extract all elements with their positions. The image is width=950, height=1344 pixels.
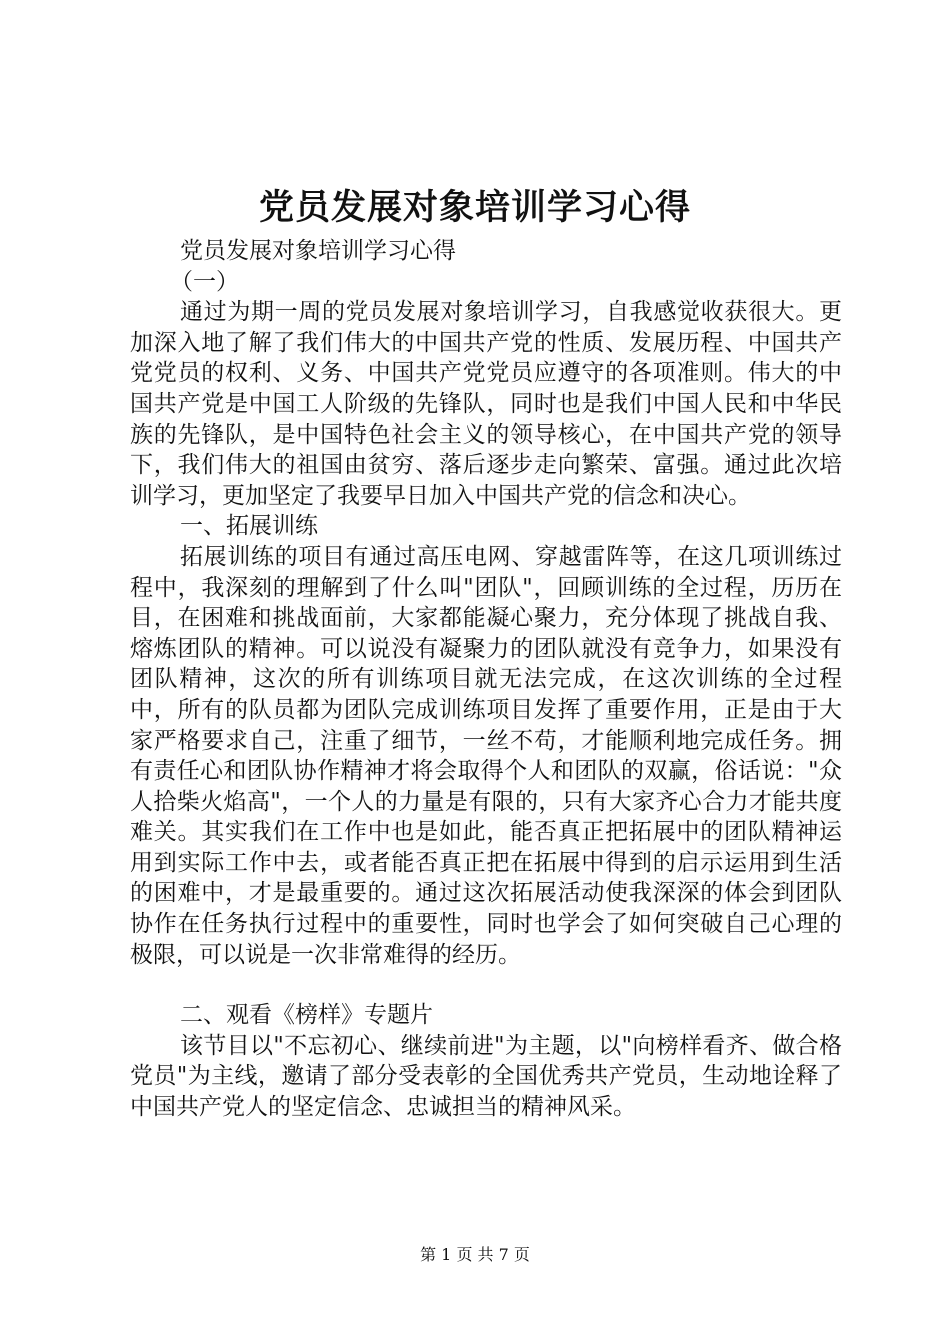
expansion-training-paragraph: 拓展训练的项目有通过高压电网、穿越雷阵等，在这几项训练过程中，我深刻的理解到了什么叫"团队"，回顾训练的全过程，历历在目，在困难和挑战面前，大家都能凝心聚力，充分体现了挑战自我、熔炼团队的精神。可以说没有凝聚力的团队就没有竞争力，如果没有团队精神，这次的所有训练项目就无法完成，在这次训练的全过程中，所有的队员都为团队完成训练项目发挥了重要作用，正是由于大家严格要求自己，注重了细节，一丝不苟，才能顺利地完成任务。拥有责任心和团队协作精神才将会取得个人和团队的双赢，俗话说："众人拾柴火焰高"，一个人的力量是有限的，只有大家齐心合力才能共度难关。其实我们在工作中也是如此，能否真正把拓展中的团队精神运用到实际工作中去，或者能否真正把在拓展中得到的启示运用到生活的困难中，才是最重要的。通过这次拓展活动使我深深的体会到团队协作在任务执行过程中的重要性，同时也学会了如何突破自己心理的极限，可以说是一次非常难得的经历。 <box>130 543 842 968</box>
role-model-film-paragraph: 该节目以"不忘初心、继续前进"为主题，以"向榜样看齐、做合格党员"为主线，邀请了部分受表彰的全国优秀共产党员，生动地诠释了中国共产党人的坚定信念、忠诚担当的精神风采。 <box>130 1032 842 1121</box>
section-heading-role-model-film: 二、观看《榜样》专题片 <box>180 1002 433 1029</box>
document-title: 党员发展对象培训学习心得 <box>258 188 691 228</box>
section-heading-expansion-training: 一、拓展训练 <box>180 513 318 540</box>
document-body <box>130 236 842 1123</box>
page-number-footer: 第 1 页 共 7 页 <box>420 1245 530 1264</box>
part-marker: （一） <box>170 268 239 295</box>
subtitle-paragraph: 党员发展对象培训学习心得 <box>180 238 456 264</box>
intro-paragraph: 通过为期一周的党员发展对象培训学习，自我感觉收获很大。更加深入地了解了我们伟大的中国共产党的性质、发展历程、中国共产党党员的权利、义务、中国共产党党员应遵守的各项准则。伟大的中国共产党是中国工人阶级的先锋队，同时也是我们中国人民和中华民族的先锋队，是中国特色社会主义的领导核心，在中国共产党的领导下，我们伟大的祖国由贫穷、落后逐步走向繁荣、富强。通过此次培训学习，更加坚定了我要早日加入中国共产党的信念和决心。 <box>130 299 842 509</box>
